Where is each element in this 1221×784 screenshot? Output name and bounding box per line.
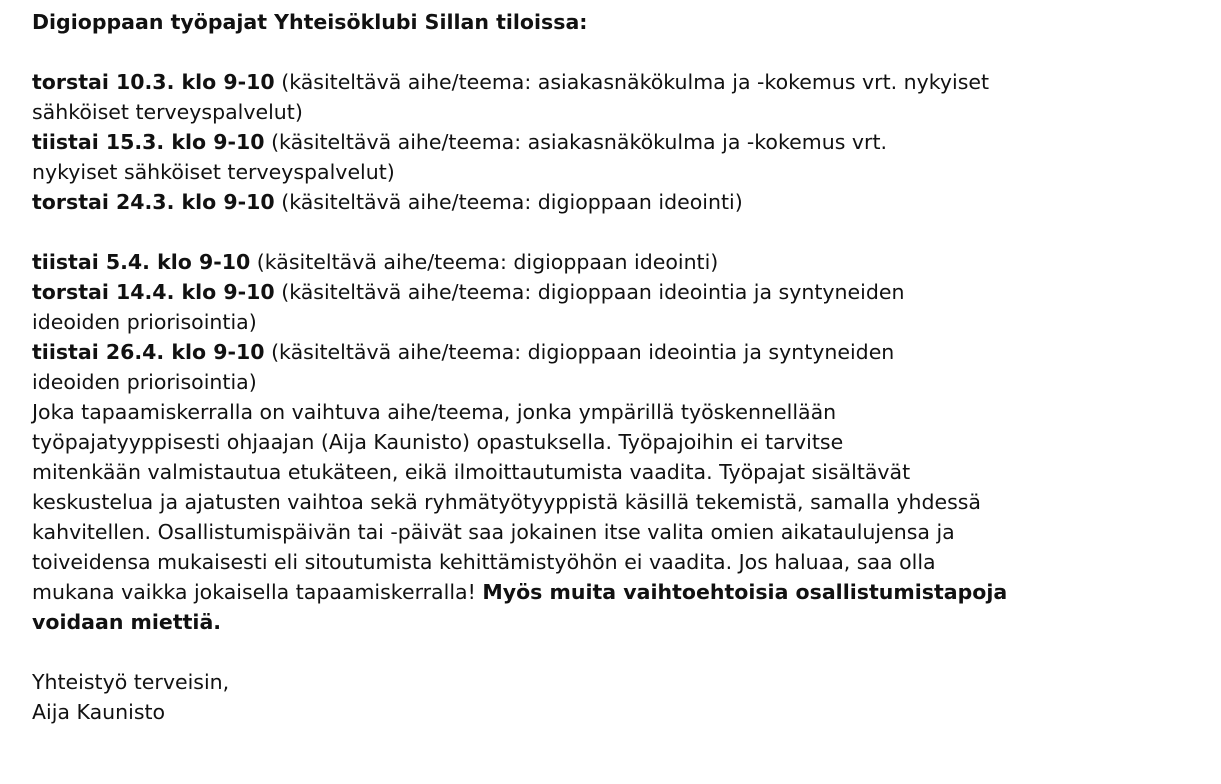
- sessions-group-april: [32, 247, 1192, 397]
- description-emphasis-end: voidaan miettiä.: [32, 610, 222, 634]
- signature-block: [32, 667, 1192, 727]
- description-line: työpajatyyppisesti ohjaajan (Aija Kaunisto) opastuksella. Työpajoihin ei tarvitse: [32, 430, 844, 454]
- closing-greeting: Yhteistyö terveisin,: [32, 670, 230, 694]
- session-date: torstai 10.3. klo 9-10: [32, 70, 275, 94]
- session-topic-cont: sähköiset terveyspalvelut): [32, 100, 303, 124]
- session-date: tiistai 5.4. klo 9-10: [32, 250, 251, 274]
- session-entry: [32, 187, 1192, 217]
- session-topic-cont: ideoiden priorisointia): [32, 310, 257, 334]
- session-topic-cont: nykyiset sähköiset terveyspalvelut): [32, 160, 395, 184]
- document-title: Digioppaan työpajat Yhteisöklubi Sillan tiloissa:: [32, 10, 588, 34]
- description-line: kahvitellen. Osallistumispäivän tai -päivät saa jokainen itse valita omien aikataulujensa ja: [32, 520, 955, 544]
- session-topic: (käsiteltävä aihe/teema: asiakasnäkökulma ja -kokemus vrt. nykyiset: [274, 70, 990, 94]
- sessions-group-march: [32, 67, 1192, 217]
- session-entry: [32, 247, 1192, 277]
- session-entry: [32, 67, 1192, 127]
- description-line: Joka tapaamiskerralla on vaihtuva aihe/teema, jonka ympärillä työskennellään: [32, 400, 837, 424]
- session-entry: [32, 337, 1192, 397]
- document: [32, 7, 1192, 727]
- description-line: toiveidensa mukaisesti eli sitoutumista kehittämistyöhön ei vaadita. Jos haluaa, saa olla: [32, 550, 936, 574]
- description-line: mukana vaikka jokaisella tapaamiskerralla!: [32, 580, 483, 604]
- session-date: torstai 24.3. klo 9-10: [32, 190, 275, 214]
- session-date: torstai 14.4. klo 9-10: [32, 280, 275, 304]
- session-topic: (käsiteltävä aihe/teema: digioppaan ideointia ja syntyneiden: [274, 280, 905, 304]
- session-date: tiistai 15.3. klo 9-10: [32, 130, 265, 154]
- session-topic: (käsiteltävä aihe/teema: digioppaan ideointi): [274, 190, 743, 214]
- session-topic: (käsiteltävä aihe/teema: digioppaan ideointi): [250, 250, 719, 274]
- session-entry: [32, 277, 1192, 337]
- session-entry: [32, 127, 1192, 187]
- session-topic-cont: ideoiden priorisointia): [32, 370, 257, 394]
- description-paragraph: [32, 397, 1192, 637]
- signature-name: Aija Kaunisto: [32, 700, 166, 724]
- session-topic: (käsiteltävä aihe/teema: digioppaan ideointia ja syntyneiden: [264, 340, 895, 364]
- session-date: tiistai 26.4. klo 9-10: [32, 340, 265, 364]
- description-emphasis: Myös muita vaihtoehtoisia osallistumistapoja: [482, 580, 1008, 604]
- description-line: mitenkään valmistautua etukäteen, eikä ilmoittautumista vaadita. Työpajat sisältävät: [32, 460, 911, 484]
- session-topic: (käsiteltävä aihe/teema: asiakasnäkökulma ja -kokemus vrt.: [264, 130, 888, 154]
- description-line: keskustelua ja ajatusten vaihtoa sekä ryhmätyötyyppistä käsillä tekemistä, samalla yhdessä: [32, 490, 981, 514]
